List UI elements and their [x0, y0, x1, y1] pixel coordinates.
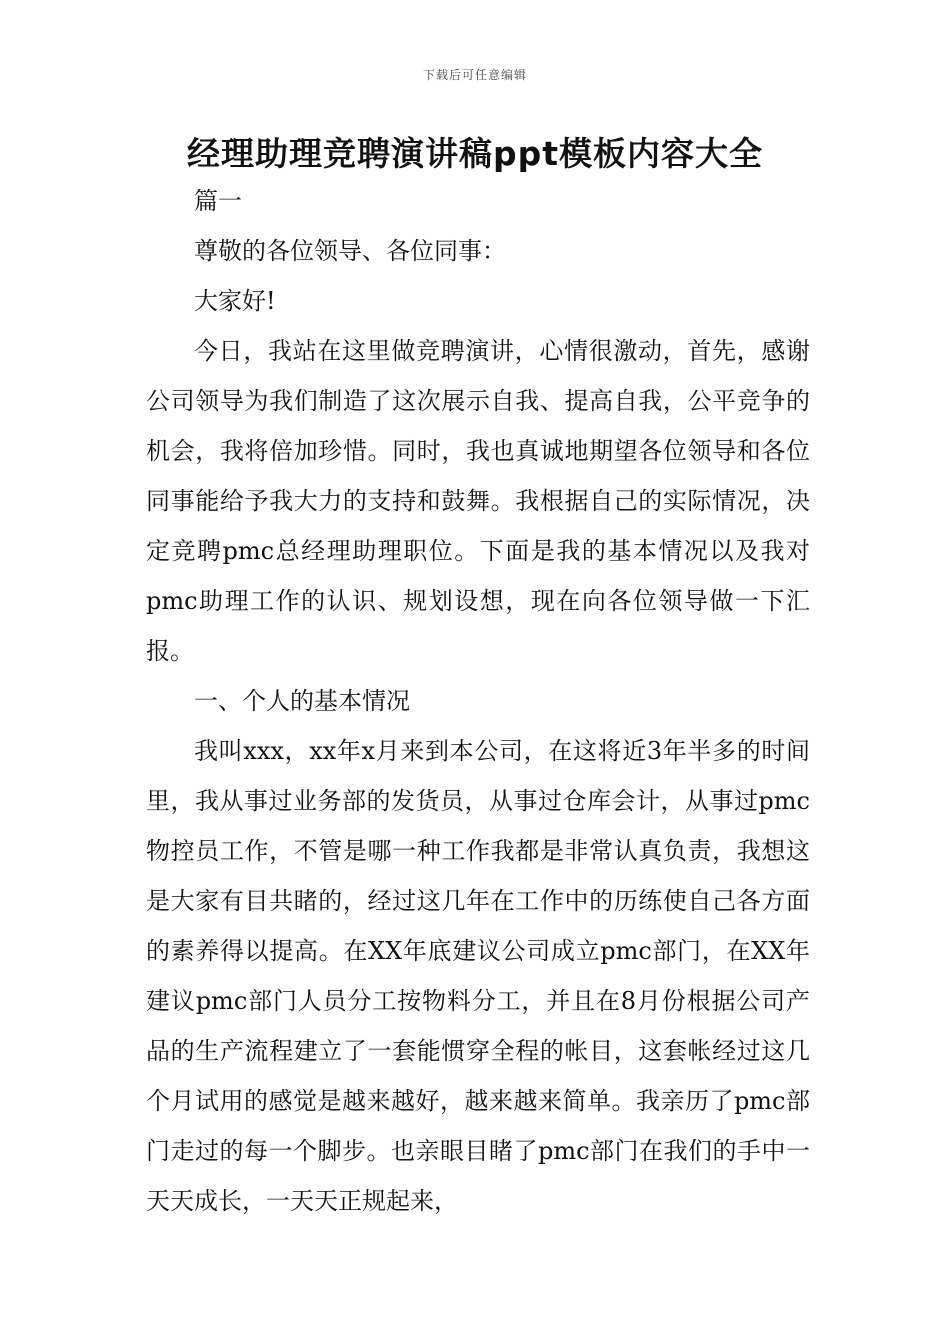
paragraph-introduction: 今日，我站在这里做竞聘演讲，心情很激动，首先，感谢公司领导为我们制造了这次展示自我、提高自我，公平竞争的机会，我将倍加珍惜。同时，我也真诚地期望各位领导和各位同事能给予我大力的支持和鼓舞。我根据自己的实际情况，决定竞聘pmc总经理助理职位。下面是我的基本情况以及我对pmc助理工作的认识、规划设想，现在向各位领导做一下汇报。 [146, 337, 810, 665]
paragraph-heading-personal: 一、个人的基本情况 [194, 687, 410, 715]
page-title: 经理助理竞聘演讲稿ppt模板内容大全 [186, 134, 764, 173]
paragraph-salutation: 尊敬的各位领导、各位同事： [194, 237, 506, 265]
document-body [146, 176, 810, 1226]
paragraph-personal-details: 我叫xxx，xx年x月来到本公司，在这将近3年半多的时间里，我从事过业务部的发货员，从事过仓库会计，从事过pmc物控员工作，不管是哪一种工作我都是非常认真负责，我想这是大家有目共睹的，经过这几年在工作中的历练使自己各方面的素养得以提高。在XX年底建议公司成立pmc部门，在XX年建议pmc部门人员分工按物料分工，并且在8月份根据公司产品的生产流程建立了一套能惯穿全程的帐目，这套帐经过这几个月试用的感觉是越来越好，越来越来简单。我亲历了pmc部门走过的每一个脚步。也亲眼目睹了pmc部门在我们的手中一天天成长，一天天正规起来， [146, 737, 810, 1215]
header-note: 下载后可任意编辑 [422, 68, 527, 82]
paragraph-greeting: 大家好! [194, 287, 276, 315]
paragraph-section-label: 篇一 [194, 187, 242, 215]
